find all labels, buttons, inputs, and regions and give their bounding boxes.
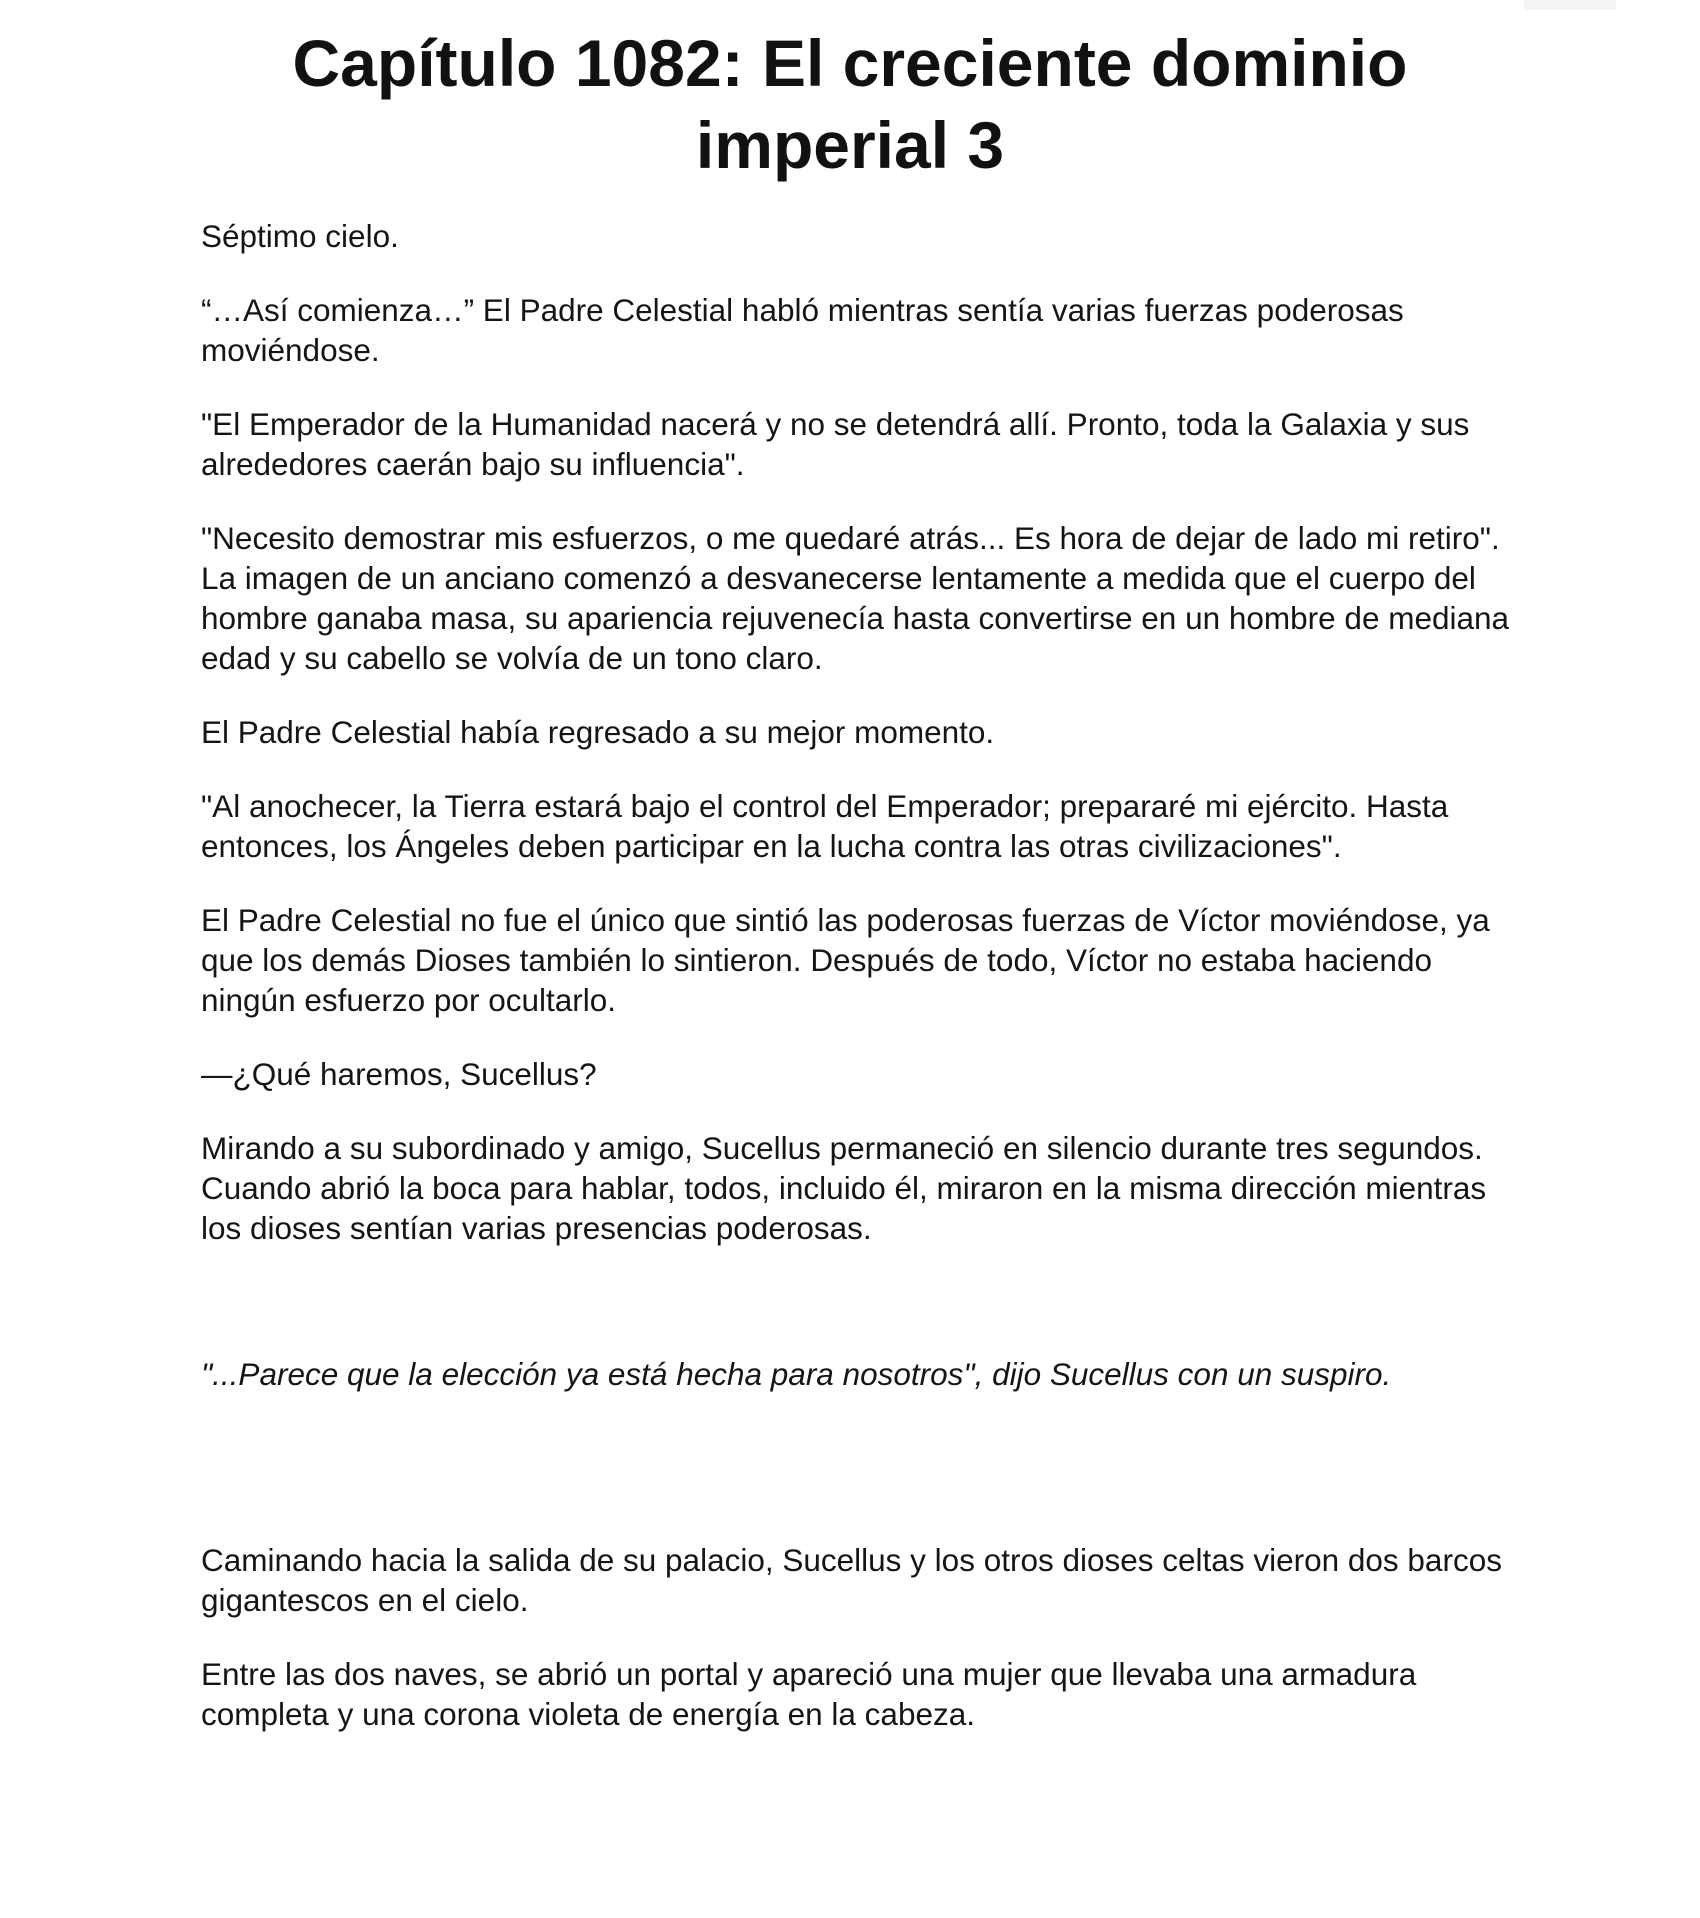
paragraph-8: —¿Qué haremos, Sucellus? <box>201 1056 597 1092</box>
paragraph-9: Mirando a su subordinado y amigo, Sucellus permaneció en silencio durante tres segundos. Cuando abrió la boca para hablar, todos, incluido él, miraron en la misma dirección mientras los dioses sentían varias presencias poderosas. <box>201 1130 1487 1246</box>
chapter-title: Capítulo 1082: El creciente dominio imperial 3 <box>292 26 1408 182</box>
paragraph-7: El Padre Celestial no fue el único que sintió las poderosas fuerzas de Víctor moviéndose, ya que los demás Dioses también lo sintieron. Después de todo, Víctor no estaba haciendo ningún esfuerzo por ocultarlo. <box>201 902 1490 1018</box>
corner-mark <box>1524 0 1616 10</box>
paragraph-10-italic: "...Parece que la elección ya está hecha para nosotros", dijo Sucellus con un suspiro. <box>201 1356 1392 1392</box>
paragraph-5: El Padre Celestial había regresado a su mejor momento. <box>201 714 995 750</box>
paragraph-12: Entre las dos naves, se abrió un portal y apareció una mujer que llevaba una armadura completa y una corona violeta de energía en la cabeza. <box>201 1656 1417 1732</box>
chapter-body <box>201 216 1511 1768</box>
paragraph-6: "Al anochecer, la Tierra estará bajo el control del Emperador; prepararé mi ejército. Hasta entonces, los Ángeles deben participar en la lucha contra las otras civilizaciones". <box>201 788 1449 864</box>
paragraph-3: "El Emperador de la Humanidad nacerá y no se detendrá allí. Pronto, toda la Galaxia y sus alrededores caerán bajo su influencia". <box>201 406 1470 482</box>
paragraph-4: "Necesito demostrar mis esfuerzos, o me quedaré atrás... Es hora de dejar de lado mi retiro". La imagen de un anciano comenzó a desvanecerse lentamente a medida que el cuerpo del hombre ganaba masa, su apariencia rejuvenecía hasta convertirse en un hombre de mediana edad y su cabello se volvía de un tono claro. <box>201 520 1510 676</box>
section-gap <box>201 1428 1511 1540</box>
paragraph-11: Caminando hacia la salida de su palacio, Sucellus y los otros dioses celtas vieron dos barcos gigantescos en el cielo. <box>201 1542 1502 1618</box>
paragraph-2: “…Así comienza…” El Padre Celestial habló mientras sentía varias fuerzas poderosas moviéndose. <box>201 292 1404 368</box>
section-gap <box>201 1282 1511 1354</box>
paragraph-1: Séptimo cielo. <box>201 218 399 254</box>
